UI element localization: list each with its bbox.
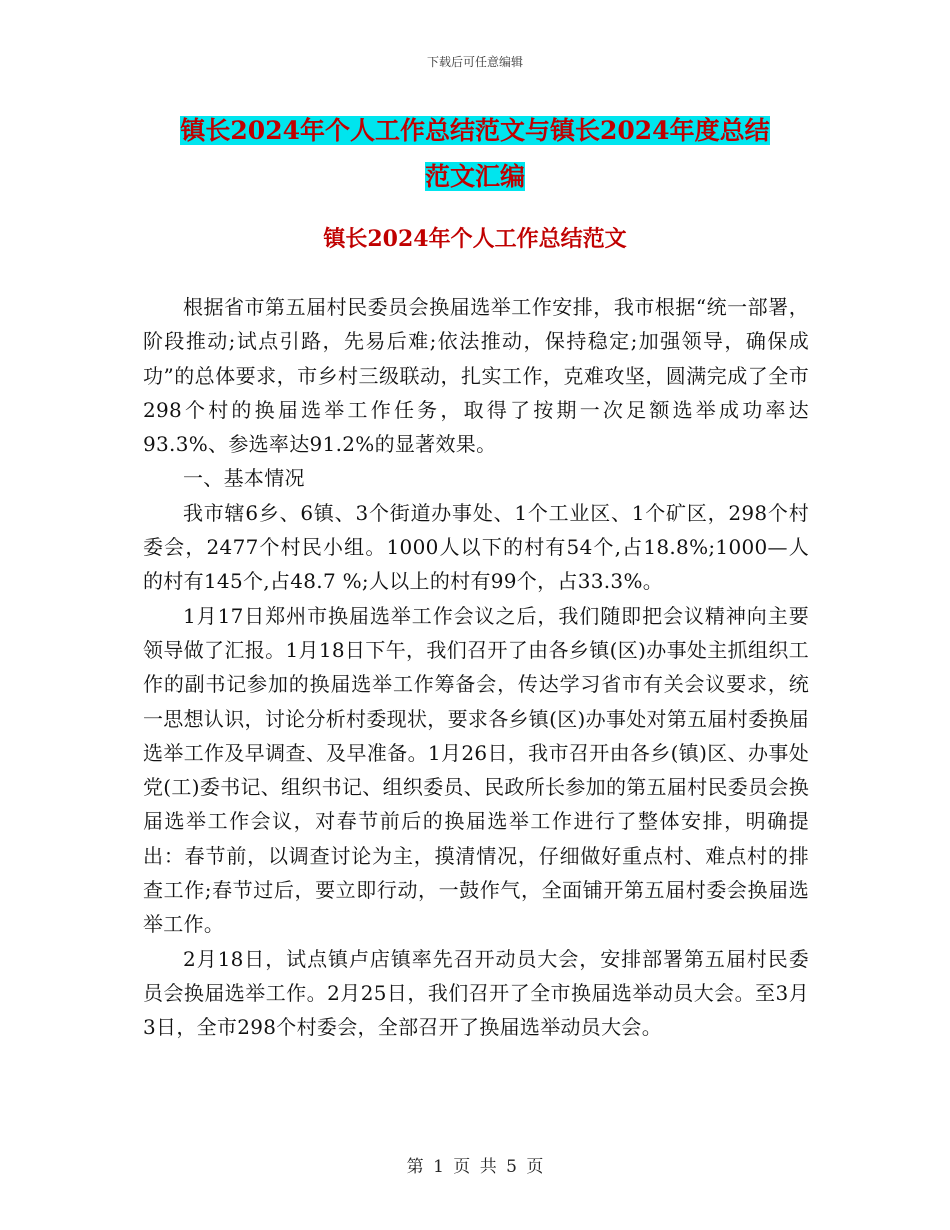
document-title-line-2: 范文汇编 bbox=[424, 162, 525, 191]
paragraph-preparation: 1月17日郑州市换届选举工作会议之后，我们随即把会议精神向主要领导做了汇报。1月18日下午，我们召开了由各乡镇(区)办事处主抓组织工作的副书记参加的换届选举工作筹备会，传达学习省市有关会议要求，统一思想认识，讨论分析村委现状，要求各乡镇(区)办事处对第五届村委换届选举工作及早调查、及早准备。1月26日，我市召开由各乡(镇)区、办事处党(工)委书记、组织书记、组织委员、民政所长参加的第五届村民委员会换届选举工作会议，对春节前后的换届选举工作进行了整体安排，明确提出：春节前，以调查讨论为主，摸清情况，仔细做好重点村、难点村的排查工作;春节过后，要立即行动，一鼓作气，全面铺开第五届村委会换届选举工作。 bbox=[143, 603, 809, 937]
document-title-line-1: 镇长2024年个人工作总结范文与镇长2024年度总结 bbox=[180, 116, 770, 145]
page-footer-number: 第 1 页 共 5 页 bbox=[406, 1157, 544, 1177]
paragraph-mobilization: 2月18日，试点镇卢店镇率先召开动员大会，安排部署第五届村民委员会换届选举工作。2月25日，我们召开了全市换届选举动员大会。至3月3日，全市298个村委会，全部召开了换届选举动员大会。 bbox=[143, 946, 809, 1040]
paragraph-statistics: 我市辖6乡、6镇、3个街道办事处、1个工业区、1个矿区，298个村委会，2477个村民小组。1000人以下的村有54个,占18.8%;1000—人的村有145个,占48.7 %;人以上的村有99个，占33.3%。 bbox=[143, 500, 809, 594]
document-title bbox=[120, 108, 830, 200]
paragraph-intro: 根据省市第五届村民委员会换届选举工作安排，我市根据“统一部署，阶段推动;试点引路，先易后难;依法推动，保持稳定;加强领导，确保成功”的总体要求，市乡村三级联动，扎实工作，克难攻坚，圆满完成了全市298个村的换届选举工作任务，取得了按期一次足额选举成功率达93.3%、参选率达91.2%的显著效果。 bbox=[143, 295, 809, 457]
paragraph-heading-basic-situation: 一、基本情况 bbox=[183, 466, 305, 491]
document-body bbox=[143, 290, 809, 1045]
page-header-note: 下载后可任意编辑 bbox=[426, 55, 523, 69]
section-title: 镇长2024年个人工作总结范文 bbox=[323, 226, 627, 252]
